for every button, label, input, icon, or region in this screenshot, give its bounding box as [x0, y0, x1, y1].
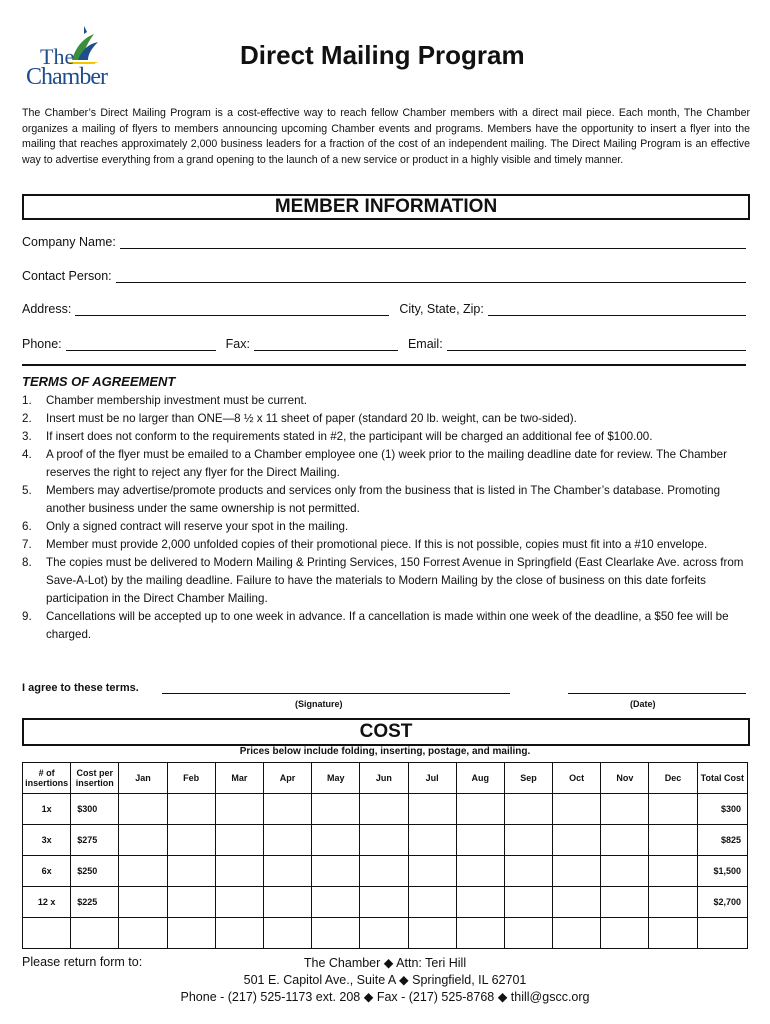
insertions-cell: 1x	[23, 794, 71, 825]
month-checkbox-cell[interactable]	[360, 918, 408, 949]
col-insertions: # of insertions	[23, 763, 71, 794]
month-checkbox-cell[interactable]	[601, 887, 649, 918]
month-checkbox-cell[interactable]	[601, 825, 649, 856]
cost-row	[23, 794, 748, 825]
col-month: Jan	[119, 763, 167, 794]
fax-field[interactable]	[254, 336, 398, 351]
month-checkbox-cell[interactable]	[119, 856, 167, 887]
term-item: 4. A proof of the flyer must be emailed to a Chamber employee one (1) week prior to the mailing deadline date for review. The Chamber reserves the right to reject any flyer for the Direct Mailing.	[22, 448, 727, 479]
month-checkbox-cell[interactable]	[312, 918, 360, 949]
month-checkbox-cell[interactable]	[167, 887, 215, 918]
month-checkbox-cell[interactable]	[215, 918, 263, 949]
col-month: Nov	[601, 763, 649, 794]
contact-person-row	[22, 268, 746, 283]
member-information-heading: MEMBER INFORMATION	[22, 194, 750, 220]
month-checkbox-cell[interactable]	[504, 794, 552, 825]
intro-paragraph: The Chamber’s Direct Mailing Program is a cost-effective way to reach fellow Chamber members with a direct mail piece. Each month, The Chamber organizes a mailing of flyers to members announcing upcoming Chamber events and programs. Members have the opportunity to insert a flyer into the mailing that reaches approximately 2,000 business leaders for a fraction of the cost of an independent mailing. The Direct Mailing Program is an effective way to advertise everything from a grand opening to the launch of a new service or product in a highly visible and timely manner.	[22, 107, 750, 166]
month-checkbox-cell[interactable]	[649, 794, 697, 825]
month-checkbox-cell[interactable]	[312, 887, 360, 918]
col-month: Jun	[360, 763, 408, 794]
cost-row	[23, 887, 748, 918]
col-month: Sep	[504, 763, 552, 794]
month-checkbox-cell[interactable]	[553, 794, 601, 825]
fax-label: Fax:	[225, 337, 250, 351]
month-checkbox-cell[interactable]	[215, 856, 263, 887]
divider	[22, 364, 746, 366]
col-month: Oct	[553, 763, 601, 794]
signature-caption: (Signature)	[295, 699, 343, 709]
total-cell: $825	[697, 825, 747, 856]
month-checkbox-cell[interactable]	[312, 856, 360, 887]
term-item: 8. The copies must be delivered to Modern Mailing & Printing Services, 150 Forrest Avenue in Springfield (East Clearlake Ave. across from Save-A-Lot) by the mailing deadline. Failure to have the materials to Modern Mailing by the close of business on this date forfeits participation in the Direct Chamber Mailing.	[22, 556, 744, 605]
cost-row	[23, 856, 748, 887]
total-cell: $1,500	[697, 856, 747, 887]
company-name-row	[22, 234, 746, 249]
cost-row	[23, 918, 748, 949]
month-checkbox-cell[interactable]	[167, 856, 215, 887]
insertions-cell	[23, 918, 71, 949]
company-name-label: Company Name:	[22, 235, 116, 249]
month-checkbox-cell[interactable]	[119, 887, 167, 918]
chamber-logo	[22, 24, 107, 94]
contact-person-label: Contact Person:	[22, 269, 112, 283]
col-month: Feb	[167, 763, 215, 794]
month-checkbox-cell[interactable]	[456, 918, 504, 949]
month-checkbox-cell[interactable]	[263, 887, 311, 918]
return-name: The Chamber ◆ Attn: Teri Hill	[303, 956, 467, 970]
cost-table	[22, 762, 748, 949]
price-cell	[71, 918, 119, 949]
price-cell: $300	[71, 794, 119, 825]
month-checkbox-cell[interactable]	[649, 887, 697, 918]
month-checkbox-cell[interactable]	[553, 918, 601, 949]
email-field[interactable]	[447, 336, 746, 351]
month-checkbox-cell[interactable]	[456, 887, 504, 918]
month-checkbox-cell[interactable]	[215, 825, 263, 856]
month-checkbox-cell[interactable]	[167, 825, 215, 856]
month-checkbox-cell[interactable]	[119, 825, 167, 856]
terms-list	[22, 392, 748, 644]
term-item: 6. Only a signed contract will reserve your spot in the mailing.	[22, 520, 349, 533]
month-checkbox-cell[interactable]	[553, 825, 601, 856]
month-checkbox-cell[interactable]	[504, 887, 552, 918]
return-label: Please return form to:	[22, 955, 143, 969]
date-field[interactable]	[568, 693, 746, 694]
col-cost: Cost per insertion	[71, 763, 119, 794]
month-checkbox-cell[interactable]	[649, 856, 697, 887]
month-checkbox-cell[interactable]	[360, 825, 408, 856]
month-checkbox-cell[interactable]	[408, 856, 456, 887]
month-checkbox-cell[interactable]	[312, 825, 360, 856]
term-item: 3. If insert does not conform to the requirements stated in #2, the participant will be charged an additional fee of $100.00.	[22, 430, 653, 443]
month-checkbox-cell[interactable]	[456, 825, 504, 856]
month-checkbox-cell[interactable]	[553, 887, 601, 918]
col-total: Total Cost	[697, 763, 747, 794]
month-checkbox-cell[interactable]	[649, 825, 697, 856]
month-checkbox-cell[interactable]	[215, 794, 263, 825]
insertions-cell: 12 x	[23, 887, 71, 918]
col-month: Dec	[649, 763, 697, 794]
month-checkbox-cell[interactable]	[504, 825, 552, 856]
month-checkbox-cell[interactable]	[504, 918, 552, 949]
terms-heading: TERMS OF AGREEMENT	[22, 374, 176, 389]
month-checkbox-cell[interactable]	[263, 825, 311, 856]
term-item: 2. Insert must be no larger than ONE—8 ½ x 11 sheet of paper (standard 20 lb. weight, can be two-sided).	[22, 412, 577, 425]
insertions-cell: 3x	[23, 825, 71, 856]
month-checkbox-cell[interactable]	[408, 794, 456, 825]
signature-field[interactable]	[162, 693, 510, 694]
month-checkbox-cell[interactable]	[263, 856, 311, 887]
return-address: 501 E. Capitol Ave., Suite A ◆ Springfield, IL 62701	[243, 973, 527, 987]
month-checkbox-cell[interactable]	[456, 856, 504, 887]
company-name-field[interactable]	[120, 234, 746, 249]
total-cell: $300	[697, 794, 747, 825]
month-checkbox-cell[interactable]	[649, 918, 697, 949]
term-item: 9. Cancellations will be accepted up to one week in advance. If a cancellation is made within one week of the deadline, a $50 fee will be charged.	[22, 610, 729, 641]
col-month: Mar	[215, 763, 263, 794]
cost-heading: COST	[22, 718, 750, 746]
term-item: 7. Member must provide 2,000 unfolded copies of their promotional piece. If this is not possible, copies must fit into a #10 envelope.	[22, 538, 708, 551]
month-checkbox-cell[interactable]	[601, 794, 649, 825]
price-cell: $250	[71, 856, 119, 887]
phone-fax-email-row	[22, 336, 746, 351]
month-checkbox-cell[interactable]	[408, 825, 456, 856]
phone-label: Phone:	[22, 337, 62, 351]
month-checkbox-cell[interactable]	[456, 794, 504, 825]
col-month: Aug	[456, 763, 504, 794]
month-checkbox-cell[interactable]	[601, 856, 649, 887]
price-cell: $225	[71, 887, 119, 918]
address-row	[22, 301, 746, 316]
month-checkbox-cell[interactable]	[504, 856, 552, 887]
return-contact: Phone - (217) 525-1173 ext. 208 ◆ Fax - (217) 525-8768 ◆ thill@gscc.org	[180, 990, 590, 1004]
month-checkbox-cell[interactable]	[263, 794, 311, 825]
logo-text-chamber: Chamber	[26, 64, 107, 90]
email-label: Email:	[407, 337, 443, 351]
month-checkbox-cell[interactable]	[408, 887, 456, 918]
city-state-zip-label: City, State, Zip:	[399, 302, 484, 316]
agree-label: I agree to these terms.	[22, 682, 139, 694]
address-field[interactable]	[75, 301, 389, 316]
contact-person-field[interactable]	[116, 268, 746, 283]
month-checkbox-cell[interactable]	[119, 918, 167, 949]
logo-text-the: The	[40, 44, 75, 69]
total-cell	[697, 918, 747, 949]
month-checkbox-cell[interactable]	[119, 794, 167, 825]
month-checkbox-cell[interactable]	[167, 794, 215, 825]
month-checkbox-cell[interactable]	[215, 887, 263, 918]
month-checkbox-cell[interactable]	[601, 918, 649, 949]
month-checkbox-cell[interactable]	[263, 918, 311, 949]
prices-note: Prices below include folding, inserting, postage, and mailing.	[239, 746, 531, 757]
cost-table-header	[23, 763, 748, 794]
month-checkbox-cell[interactable]	[360, 794, 408, 825]
month-checkbox-cell[interactable]	[312, 794, 360, 825]
col-month: Apr	[263, 763, 311, 794]
col-month: Jul	[408, 763, 456, 794]
date-caption: (Date)	[630, 699, 656, 709]
month-checkbox-cell[interactable]	[167, 918, 215, 949]
month-checkbox-cell[interactable]	[408, 918, 456, 949]
address-label: Address:	[22, 302, 72, 316]
col-month: May	[312, 763, 360, 794]
term-item: 1. Chamber membership investment must be current.	[22, 394, 307, 407]
insertions-cell: 6x	[23, 856, 71, 887]
city-state-zip-field[interactable]	[488, 301, 746, 316]
phone-field[interactable]	[66, 336, 216, 351]
month-checkbox-cell[interactable]	[360, 887, 408, 918]
term-item: 5. Members may advertise/promote products and services only from the business that is listed in The Chamber’s database. Promoting another business under the same ownership is not permitted.	[22, 484, 721, 515]
month-checkbox-cell[interactable]	[553, 856, 601, 887]
month-checkbox-cell[interactable]	[360, 856, 408, 887]
page-title: Direct Mailing Program	[240, 40, 525, 70]
total-cell: $2,700	[697, 887, 747, 918]
price-cell: $275	[71, 825, 119, 856]
cost-row	[23, 825, 748, 856]
